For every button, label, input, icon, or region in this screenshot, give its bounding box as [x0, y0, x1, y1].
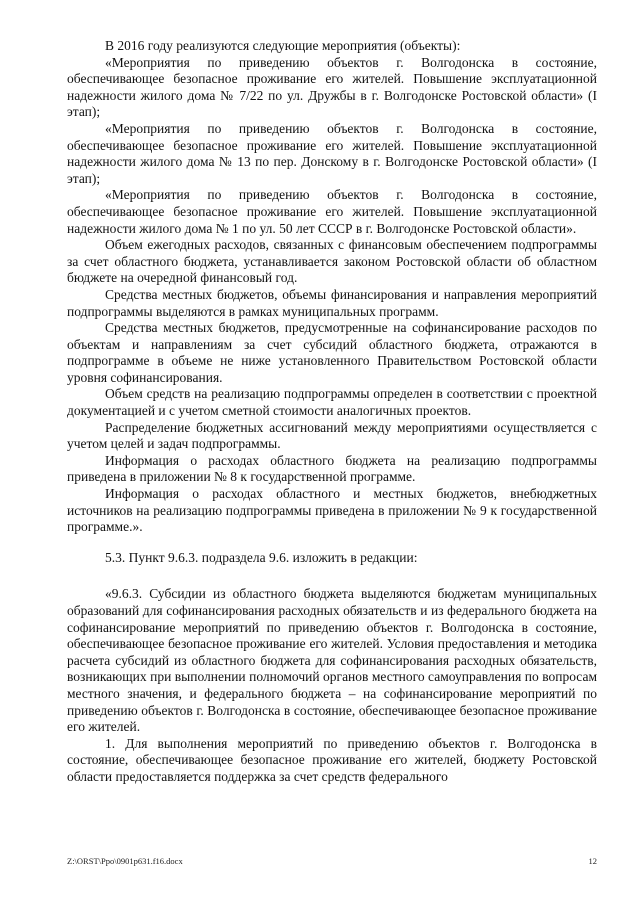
paragraph: Объем ежегодных расходов, связанных с финансовым обеспечением подпрограммы за счет областного бюджета, устанавливается законом Ростовской области об областном бюджете на очередной финансовый год. — [67, 237, 597, 286]
paragraph: Распределение бюджетных ассигнований между мероприятиями осуществляется с учетом целей и задач подпрограммы. — [67, 419, 597, 452]
paragraph: «Мероприятия по приведению объектов г. Волгодонска в состояние, обеспечивающее безопасное проживание его жителей. Повышение эксплуатационной надежности жилого дома № 1 по ул. 50 лет СССР в г. Волгодонске Ростовской области». — [67, 187, 597, 236]
file-path: Z:\ORST\Ppo\0901p631.f16.docx — [67, 856, 183, 866]
section-heading: 5.3. Пункт 9.6.3. подраздела 9.6. изложить в редакции: — [105, 549, 418, 565]
paragraph: Средства местных бюджетов, предусмотренные на софинансирование расходов по объектам и направлениям за счет субсидий областного бюджета, отражаются в подпрограмме в объеме не ниже установленного Правительством Ростовской области уровня софинансирования. — [67, 320, 597, 385]
paragraph: В 2016 году реализуются следующие мероприятия (объекты): — [105, 38, 461, 53]
paragraph: 1. Для выполнения мероприятий по приведению объектов г. Волгодонска в состояние, обеспечивающее безопасное проживание его жителей, бюджету Ростовской области предоставляется поддержка за счет средств федерального — [67, 735, 597, 784]
paragraph: «9.6.3. Субсидии из областного бюджета выделяются бюджетам муниципальных образований для софинансирования расходных обязательств и из федерального бюджета на софинансирование мероприятий по приведению объектов г. Волгодонска в состояние, обеспечивающее безопасное проживание его жителей. Условия предоставления и методика расчета субсидий из областного бюджета для софинансирования расходных обязательств, возникающих при выполнении полномочий органов местного самоуправления по вопросам местного значения, и федерального бюджета – на софинансирование мероприятий по приведению объектов г. Волгодонска в состояние, обеспечивающее безопасное проживание его жителей. — [67, 586, 597, 735]
paragraph: Информация о расходах областного бюджета на реализацию подпрограммы приведена в приложении № 8 к государственной программе. — [67, 452, 597, 485]
paragraph: «Мероприятия по приведению объектов г. Волгодонска в состояние, обеспечивающее безопасное проживание его жителей. Повышение эксплуатационной надежности жилого дома № 7/22 по ул. Дружбы в г. Волгодонске Ростовской области» (I этап); — [67, 54, 597, 120]
paragraph: «Мероприятия по приведению объектов г. Волгодонска в состояние, обеспечивающее безопасное проживание его жителей. Повышение эксплуатационной надежности жилого дома № 13 по пер. Донскому в г. Волгодонске Ростовской области» (I этап); — [67, 120, 597, 186]
page-number: 12 — [588, 856, 597, 866]
paragraph: Информация о расходах областного и местных бюджетов, внебюджетных источников на реализацию подпрограммы приведена в приложении № 9 к государственной программе.». — [67, 486, 597, 535]
paragraph: Объем средств на реализацию подпрограммы определен в соответствии с проектной документацией и с учетом сметной стоимости аналогичных проектов. — [67, 386, 597, 419]
document-page — [67, 38, 597, 786]
spacer — [67, 566, 597, 586]
spacer — [67, 536, 597, 550]
paragraph: Средства местных бюджетов, объемы финансирования и направления мероприятий подпрограммы выделяются в рамках муниципальных программ. — [67, 286, 597, 319]
